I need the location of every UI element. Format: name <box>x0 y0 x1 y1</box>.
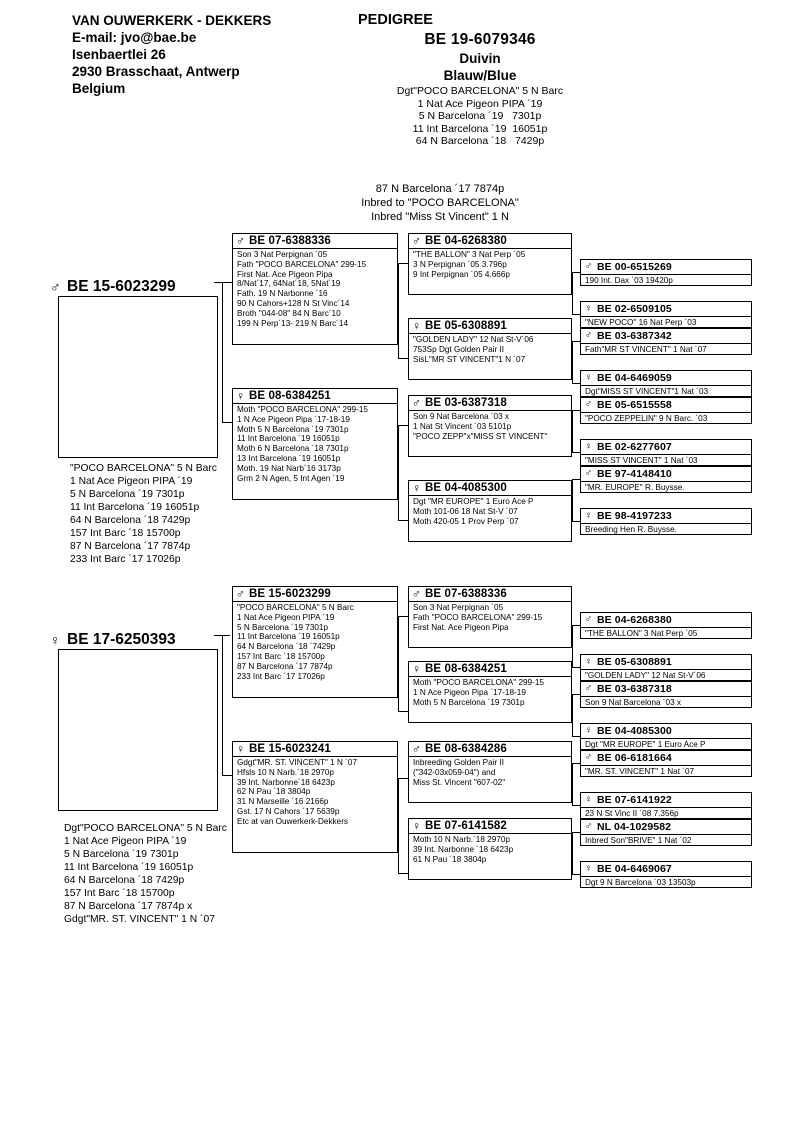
ancestor-palmares-line: 5 N Barcelona ´19 7301p <box>237 622 329 632</box>
owner-email: E-mail: jvo@bae.be <box>72 30 197 45</box>
ancestor-palmares-line: Fath. 19 N Narbonne ´16 <box>237 289 328 299</box>
ancestor-box-g3-4 <box>408 480 572 542</box>
connector <box>572 832 573 874</box>
ancestor-palmares-line: Son 3 Nat Perpignan ´05 <box>413 603 504 612</box>
ancestor-palmares <box>233 404 397 485</box>
female-symbol-icon: ♀ <box>50 632 61 648</box>
dam-card <box>50 631 225 649</box>
ancestor-palmares-line: "POCO ZEPP"x"MISS ST VINCENT" <box>413 431 548 441</box>
ancestor-palmares <box>409 411 571 443</box>
ancestor-palmares-line: "MR. ST. VINCENT" 1 Nat ´07 <box>585 767 695 776</box>
ancestor-box-g4-8 <box>580 508 752 535</box>
dam-ring: BE 17-6250393 <box>67 631 176 648</box>
ancestor-ring: BE 08-6384251 <box>425 663 507 675</box>
ancestor-box-g3-3 <box>408 395 572 457</box>
connector <box>572 874 580 875</box>
ancestor-palmares-line: Dgt 9 N Barcelona ´03 13503p <box>585 878 696 887</box>
male-symbol-icon: ♂ <box>236 234 245 248</box>
female-symbol-icon: ♀ <box>584 510 593 521</box>
female-symbol-icon: ♀ <box>584 303 593 314</box>
connector <box>222 282 223 422</box>
ancestor-palmares-line: 13 Int Barcelona ´19 16051p <box>237 453 341 463</box>
sire-palmares-line: 87 N Barcelona ´17 7874p <box>70 541 191 552</box>
sire-ring: BE 15-6023299 <box>67 278 176 295</box>
ancestor-box-g4-5 <box>580 397 752 424</box>
ancestor-palmares-line: Moth 5 N Barcelona ´19 7301p <box>413 697 525 707</box>
dam-palmares-line: 64 N Barcelona ´18 7429p <box>64 875 185 886</box>
ancestor-palmares-line: 87 N Barcelona ´17 7874p <box>237 661 333 671</box>
ancestor-ring: BE 05-6515558 <box>597 399 672 411</box>
ancestor-ring: BE 15-6023299 <box>249 588 331 600</box>
owner-street: Isenbaertlei 26 <box>72 47 166 62</box>
female-symbol-icon: ♀ <box>412 319 421 333</box>
ancestor-ring: BE 04-6268380 <box>425 235 507 247</box>
male-symbol-icon: ♂ <box>584 330 593 341</box>
owner-country: Belgium <box>72 81 126 96</box>
ancestor-ring: BE 08-6384251 <box>249 390 331 402</box>
subject-palmares-line: 11 Int Barcelona ´19 16051p <box>412 122 548 135</box>
ancestor-ring: BE 03-6387318 <box>425 397 507 409</box>
ancestor-palmares-line: Gst. 17 N Cahors ´17 5639p <box>237 806 340 816</box>
ancestor-palmares-line: Fath "POCO BARCELONA" 299-15 <box>413 612 543 622</box>
ancestor-box-g4-13 <box>580 750 752 777</box>
ancestor-palmares-line: 39 Int. Narbonne ´18 6423p <box>413 844 514 854</box>
ancestor-palmares-line: "THE BALLON" 3 Nat Perp ´05 <box>413 250 526 259</box>
ancestor-palmares <box>409 757 571 789</box>
male-symbol-icon: ♂ <box>584 752 593 763</box>
ancestor-ring: BE 02-6509105 <box>597 303 672 315</box>
ancestor-palmares-line: Breeding Hen R. Buysse. <box>585 525 677 534</box>
connector <box>572 410 580 411</box>
connector <box>572 479 573 521</box>
connector <box>398 425 399 520</box>
male-symbol-icon: ♂ <box>584 261 593 272</box>
ancestor-box-g2-4 <box>232 741 398 853</box>
connector <box>572 763 573 805</box>
female-symbol-icon: ♀ <box>584 725 593 736</box>
ancestor-palmares-line: "MISS ST VINCENT" 1 Nat ´03 <box>585 456 698 465</box>
ancestor-palmares-line: "NEW POCO" 16 Nat Perp ´03 <box>585 318 697 327</box>
connector <box>222 635 223 775</box>
male-symbol-icon: ♂ <box>584 468 593 479</box>
female-symbol-icon: ♀ <box>584 794 593 805</box>
male-symbol-icon: ♂ <box>412 234 421 248</box>
connector <box>572 521 580 522</box>
connector <box>572 479 580 480</box>
ancestor-palmares-line: Broth "044-08" 84 N Barc´10 <box>237 308 341 318</box>
ancestor-palmares-line: "THE BALLON" 3 Nat Perp ´05 <box>585 629 698 638</box>
male-symbol-icon: ♂ <box>584 614 593 625</box>
ancestor-box-g4-6 <box>580 439 752 466</box>
ancestor-ring: BE 04-6268380 <box>597 614 672 626</box>
owner-block <box>72 12 332 97</box>
dam-palmares-line: 87 N Barcelona ´17 7874p x <box>64 901 193 912</box>
dam-palmares-line: 5 N Barcelona ´19 7301p <box>64 849 179 860</box>
subject-palmares-line: Dgt"POCO BARCELONA" 5 N Barc <box>396 85 564 97</box>
connector <box>572 625 580 626</box>
connector <box>222 422 232 423</box>
subject-ring: BE 19-6079346 <box>424 31 536 48</box>
ancestor-palmares <box>233 249 397 330</box>
male-symbol-icon: ♂ <box>584 683 593 694</box>
ancestor-palmares <box>409 602 571 634</box>
ancestor-palmares <box>409 249 571 281</box>
connector <box>572 452 580 453</box>
ancestor-palmares-line: Dgt "MR EUROPE" 1 Euro Ace P <box>585 740 706 749</box>
female-symbol-icon: ♀ <box>584 863 593 874</box>
subject-block <box>330 31 630 148</box>
connector <box>572 272 580 273</box>
connector <box>572 341 573 383</box>
ancestor-box-g4-12 <box>580 723 752 750</box>
subject-sex: Duivin <box>459 51 501 66</box>
ancestor-ring: BE 98-4197233 <box>597 510 672 522</box>
sire-palmares-line: 157 Int Barc ´18 15700p <box>70 528 181 539</box>
ancestor-box-g4-7 <box>580 466 752 493</box>
ancestor-palmares-line: Moth "POCO BARCELONA" 299-15 <box>237 405 368 414</box>
connector <box>398 263 399 358</box>
inbreeding-note-line: Inbred "Miss St Vincent" 1 N <box>371 211 509 223</box>
connector <box>572 383 580 384</box>
ancestor-palmares-line: 3 N Perpignan ´05 3.796p <box>413 259 507 269</box>
ancestor-palmares-line: 157 Int Barc ´18 15700p <box>237 651 325 661</box>
ancestor-palmares-line: Grm 2 N Agen, 5 Int Agen ´19 <box>237 473 345 483</box>
ancestor-ring: BE 15-6023241 <box>249 743 331 755</box>
ancestor-palmares-line: 90 N Cahors+128 N St Vinc´14 <box>237 298 350 308</box>
ancestor-ring: BE 00-6515269 <box>597 261 672 273</box>
female-symbol-icon: ♀ <box>412 662 421 676</box>
ancestor-box-g4-3 <box>580 328 752 355</box>
sire-palmares-line: 64 N Barcelona ´18 7429p <box>70 515 191 526</box>
connector <box>572 410 573 452</box>
ancestor-palmares-line: Etc at van Ouwerkerk-Dekkers <box>237 816 349 826</box>
connector <box>572 272 573 314</box>
dam-photo-placeholder <box>58 649 218 811</box>
connector <box>398 778 399 873</box>
ancestor-palmares-line: Dgt "MR EUROPE" 1 Euro Ace P <box>413 497 534 506</box>
ancestor-palmares <box>233 757 397 829</box>
female-symbol-icon: ♀ <box>412 481 421 495</box>
ancestor-ring: NL 04-1029582 <box>597 821 672 833</box>
sire-palmares <box>70 462 250 566</box>
ancestor-palmares-line: First Nat. Ace Pigeon Pipa <box>413 622 509 632</box>
ancestor-box-g3-1 <box>408 233 572 295</box>
ancestor-ring: BE 07-6141922 <box>597 794 672 806</box>
ancestor-palmares-line: 8/Nat´17, 64Nat´18, 5Nat´19 <box>237 279 341 289</box>
ancestor-palmares-line: 1 N Ace Pigeon Pipa ´17-18-19 <box>413 687 526 697</box>
ancestor-palmares <box>409 834 571 866</box>
ancestor-palmares-line: Son 9 Nat Barcelona ´03 x <box>413 412 510 421</box>
ancestor-palmares-line: "GOLDEN LADY" 12 Nat St-V´06 <box>413 335 534 344</box>
ancestor-box-g3-5 <box>408 586 572 648</box>
ancestor-palmares-line: "MR. EUROPE" R. Buysse. <box>585 483 685 492</box>
ancestor-palmares-line: Hfsls 10 N Narb.´18 2970p <box>237 767 334 777</box>
connector <box>572 694 573 736</box>
ancestor-box-g3-2 <box>408 318 572 380</box>
connector <box>572 832 580 833</box>
ancestor-box-g4-9 <box>580 612 752 639</box>
ancestor-palmares-line: 61 N Pau ´18 3804p <box>413 854 487 864</box>
ancestor-palmares-line: 190 Int. Dax ´03 19420p <box>585 276 673 285</box>
connector <box>572 763 580 764</box>
ancestor-palmares-line: "POCO ZEPPELIN" 9 N Barc. ´03 <box>585 414 708 423</box>
ancestor-ring: BE 04-6469067 <box>597 863 672 875</box>
ancestor-ring: BE 04-4085300 <box>425 482 507 494</box>
ancestor-palmares-line: Gdgt"MR. ST. VINCENT" 1 N ´07 <box>237 758 358 767</box>
ancestor-box-g2-2 <box>232 388 398 500</box>
ancestor-palmares-line: Moth 5 N Barcelona ´19 7301p <box>237 424 349 434</box>
ancestor-ring: BE 06-6181664 <box>597 752 672 764</box>
dam-palmares-line: Gdgt"MR. ST. VINCENT" 1 N ´07 <box>64 914 215 925</box>
sire-palmares-line: 5 N Barcelona ´19 7301p <box>70 489 185 500</box>
male-symbol-icon: ♂ <box>584 399 593 410</box>
connector <box>398 778 408 779</box>
sire-palmares-line: 1 Nat Ace Pigeon PIPA ´19 <box>70 476 193 487</box>
ancestor-palmares-line: Moth 101-06 18 Nat St-V ´07 <box>413 506 518 516</box>
ancestor-ring: BE 05-6308891 <box>425 320 507 332</box>
ancestor-ring: BE 07-6388336 <box>425 588 507 600</box>
subject-palmares-line: 5 N Barcelona ´19 7301p <box>418 110 542 123</box>
subject-palmares-line: 1 Nat Ace Pigeon PIPA ´19 <box>417 97 543 110</box>
connector <box>572 694 580 695</box>
connector <box>398 425 408 426</box>
male-symbol-icon: ♂ <box>50 279 61 295</box>
owner-city: 2930 Brasschaat, Antwerp <box>72 64 240 79</box>
ancestor-box-g4-16 <box>580 861 752 888</box>
ancestor-palmares-line: 233 Int Barc ´17 17026p <box>237 671 325 681</box>
ancestor-palmares-line: Son 3 Nat Perpignan ´05 <box>237 250 328 259</box>
ancestor-palmares-line: Moth 6 N Barcelona ´18 7301p <box>237 444 349 454</box>
ancestor-palmares-line: ("342-03x059-04") and <box>413 767 496 777</box>
sire-palmares-line: 233 Int Barc ´17 17026p <box>70 554 181 565</box>
connector <box>398 616 408 617</box>
ancestor-ring: BE 03-6387318 <box>597 683 672 695</box>
ancestor-palmares-line: "POCO BARCELONA" 5 N Barc <box>237 603 354 612</box>
ancestor-ring: BE 08-6384286 <box>425 743 507 755</box>
ancestor-box-g3-7 <box>408 741 572 803</box>
ancestor-palmares <box>409 677 571 709</box>
ancestor-box-g4-11 <box>580 681 752 708</box>
connector <box>398 358 408 359</box>
ancestor-palmares-line: Moth 10 N Narb.´18 2970p <box>413 835 510 844</box>
ancestor-palmares-line: Moth. 19 Nat Narb´16 3173p <box>237 463 341 473</box>
ancestor-ring: BE 02-6277607 <box>597 441 672 453</box>
female-symbol-icon: ♀ <box>584 441 593 452</box>
dam-palmares-line: 1 Nat Ace Pigeon PIPA ´19 <box>64 836 187 847</box>
ancestor-palmares-line: 199 N Perp´13- 219 N Barc´14 <box>237 318 349 328</box>
connector <box>572 625 573 667</box>
ancestor-box-g2-3 <box>232 586 398 698</box>
connector <box>398 263 408 264</box>
female-symbol-icon: ♀ <box>236 742 245 756</box>
ancestor-palmares-line: 64 N Barcelona ´18 ´7429p <box>237 642 336 652</box>
ancestor-palmares-line: 62 N Pau ´18 3804p <box>237 787 311 797</box>
sire-photo-placeholder <box>58 296 218 458</box>
dam-palmares-line: 157 Int Barc ´18 15700p <box>64 888 175 899</box>
ancestor-box-g2-1 <box>232 233 398 345</box>
ancestor-palmares-line: Son 9 Nat Barcelona ´03 x <box>585 698 682 707</box>
owner-name: VAN OUWERKERK - DEKKERS <box>72 13 272 28</box>
subject-color: Blauw/Blue <box>443 68 517 83</box>
ancestor-ring: BE 04-4085300 <box>597 725 672 737</box>
male-symbol-icon: ♂ <box>584 821 593 832</box>
female-symbol-icon: ♀ <box>236 389 245 403</box>
connector <box>572 805 580 806</box>
page-title: PEDIGREE <box>358 12 433 28</box>
ancestor-palmares-line: Moth 420-05 1 Prov Perp ´07 <box>413 516 519 526</box>
ancestor-box-g4-14 <box>580 792 752 819</box>
ancestor-palmares <box>409 496 571 528</box>
ancestor-box-g4-10 <box>580 654 752 681</box>
ancestor-box-g4-15 <box>580 819 752 846</box>
ancestor-palmares-line: SisL"MR ST VINCENT"1 N ´07 <box>413 354 526 364</box>
ancestor-palmares-line: Fath"MR ST VINCENT" 1 Nat ´07 <box>585 345 707 354</box>
ancestor-ring: BE 97-4148410 <box>597 468 672 480</box>
inbreeding-note <box>300 182 580 224</box>
connector <box>398 873 408 874</box>
ancestor-palmares-line: Moth "POCO BARCELONA" 299-15 <box>413 678 544 687</box>
ancestor-palmares-line: Inbreeding Golden Pair II <box>413 758 505 767</box>
inbreeding-note-line: Inbred to "POCO BARCELONA" <box>361 197 519 209</box>
subject-palmares-line: 64 N Barcelona ´18 7429p <box>415 135 545 148</box>
sire-palmares-line: "POCO BARCELONA" 5 N Barc <box>70 463 217 474</box>
ancestor-palmares-line: Fath "POCO BARCELONA" 299-15 <box>237 259 367 269</box>
ancestor-ring: BE 07-6141582 <box>425 820 507 832</box>
connector <box>398 520 408 521</box>
ancestor-ring: BE 03-6387342 <box>597 330 672 342</box>
connector <box>572 341 580 342</box>
male-symbol-icon: ♂ <box>412 396 421 410</box>
connector <box>398 711 408 712</box>
ancestor-palmares-line: 11 Int Barcelona ´19 16051p <box>237 632 340 642</box>
ancestor-palmares-line: 23 N St Vinc II ´08 7.356p <box>585 809 679 818</box>
ancestor-palmares-line: First Nat. Ace Pigeon Pipa <box>237 269 333 279</box>
ancestor-palmares-line: 1 N Ace Pigeon Pipa ´17-18-19 <box>237 414 350 424</box>
ancestor-palmares-line: 31 N Marseille ´16 2166p <box>237 797 329 807</box>
connector <box>572 314 580 315</box>
male-symbol-icon: ♂ <box>236 587 245 601</box>
dam-palmares-line: 11 Int Barcelona ´19 16051p <box>64 862 194 873</box>
ancestor-palmares-line: Inbred Son"BRIVE" 1 Nat ´02 <box>585 836 692 845</box>
ancestor-box-g4-1 <box>580 259 752 286</box>
connector <box>398 616 399 711</box>
male-symbol-icon: ♂ <box>412 587 421 601</box>
ancestor-ring: BE 07-6388336 <box>249 235 331 247</box>
ancestor-box-g4-2 <box>580 301 752 328</box>
ancestor-palmares-line: 753Sp Dgt Golden Pair II <box>413 344 505 354</box>
sire-palmares-line: 11 Int Barcelona ´19 16051p <box>70 502 200 513</box>
female-symbol-icon: ♀ <box>584 372 593 383</box>
ancestor-box-g4-4 <box>580 370 752 397</box>
inbreeding-note-line: 87 N Barcelona ´17 7874p <box>375 183 505 195</box>
ancestor-palmares <box>233 602 397 683</box>
ancestor-palmares-line: Dgt"MISS ST VINCENT"1 Nat ´03 <box>585 387 709 396</box>
sire-card <box>50 278 225 296</box>
ancestor-palmares-line: Miss St. Vincent "607-02" <box>413 777 506 787</box>
subject-palmares <box>330 85 630 148</box>
female-symbol-icon: ♀ <box>584 656 593 667</box>
ancestor-palmares-line: 1 Nat Ace Pigeon PIPA ´19 <box>237 612 335 622</box>
ancestor-palmares-line: 11 Int Barcelona ´19 16051p <box>237 434 340 444</box>
ancestor-ring: BE 05-6308891 <box>597 656 672 668</box>
ancestor-palmares-line: 39 Int. Narbonne´18 6423p <box>237 777 335 787</box>
ancestor-ring: BE 04-6469059 <box>597 372 672 384</box>
female-symbol-icon: ♀ <box>412 819 421 833</box>
ancestor-box-g3-8 <box>408 818 572 880</box>
dam-palmares-line: Dgt"POCO BARCELONA" 5 N Barc <box>64 823 227 834</box>
connector <box>572 736 580 737</box>
ancestor-palmares-line: "GOLDEN LADY" 12 Nat St-V´06 <box>585 671 706 680</box>
connector <box>222 775 232 776</box>
connector <box>572 667 580 668</box>
ancestor-palmares-line: 9 Int Perpignan ´05 4.666p <box>413 269 510 279</box>
ancestor-palmares-line: 1 Nat St Vincent ´03 5101p <box>413 421 512 431</box>
ancestor-palmares <box>409 334 571 366</box>
male-symbol-icon: ♂ <box>412 742 421 756</box>
ancestor-box-g3-6 <box>408 661 572 723</box>
